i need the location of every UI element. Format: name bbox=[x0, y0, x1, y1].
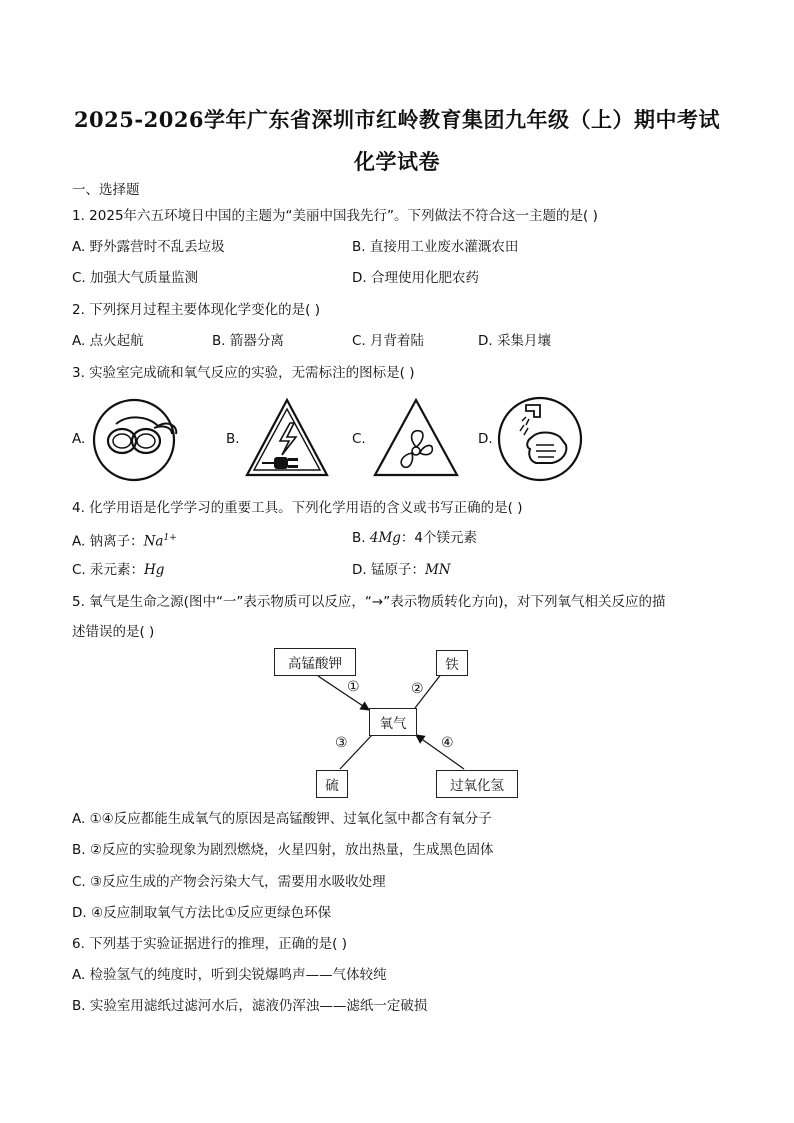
question-1-option-b[interactable]: B. 直接用工业废水灌溉农田 bbox=[352, 239, 519, 255]
reaction-3-label: ③ bbox=[335, 735, 348, 751]
reaction-2-label: ② bbox=[411, 681, 424, 697]
question-5-option-d[interactable]: D. ④反应制取氧气方法比①反应更绿色环保 bbox=[72, 905, 332, 921]
question-4-stem: 4. 化学用语是化学学习的重要工具。下列化学用语的含义或书写正确的是( ) bbox=[72, 500, 523, 516]
question-6-option-b[interactable]: B. 实验室用滤纸过滤河水后，滤液仍浑浊——滤纸一定破损 bbox=[72, 998, 428, 1014]
question-4-option-b-text: B. bbox=[352, 530, 370, 546]
exam-title: 2025-2026学年广东省深圳市红岭教育集团九年级（上）期中考试 bbox=[73, 107, 721, 132]
sulfur-box: 硫 bbox=[316, 770, 348, 798]
electric-hazard-icon bbox=[244, 397, 330, 479]
question-1-option-c[interactable]: C. 加强大气质量监测 bbox=[72, 270, 199, 286]
question-4-option-a-charge: 1+ bbox=[163, 533, 177, 543]
question-2-option-b[interactable]: B. 箭器分离 bbox=[212, 333, 284, 349]
question-3-option-a-label[interactable]: A. bbox=[72, 431, 86, 447]
iron-box: 铁 bbox=[436, 650, 468, 676]
question-4-option-c[interactable] bbox=[72, 561, 164, 579]
h2o2-box: 过氧化氢 bbox=[436, 770, 518, 798]
question-4-option-a-text: A. 钠离子： bbox=[72, 533, 144, 550]
question-3-option-c-label[interactable]: C. bbox=[352, 431, 366, 447]
question-4-option-c-text: C. 汞元素： bbox=[72, 562, 145, 578]
ventilation-fan-icon bbox=[372, 397, 460, 479]
question-4-option-a[interactable] bbox=[72, 529, 177, 551]
question-4-option-d-formula: MN bbox=[424, 562, 451, 578]
question-4-option-c-formula: Hg bbox=[144, 562, 165, 578]
question-6-stem: 6. 下列基于实验证据进行的推理，正确的是( ) bbox=[72, 936, 347, 952]
question-5-option-b[interactable]: B. ②反应的实验现象为剧烈燃烧，火星四射，放出热量，生成黑色固体 bbox=[72, 842, 494, 858]
question-5-stem-line1: 5. 氧气是生命之源(图中“一”表示物质可以反应，“→”表示物质转化方向)，对下列氧气相关反应的描 bbox=[72, 594, 666, 610]
question-2-option-c[interactable]: C. 月背着陆 bbox=[352, 333, 425, 349]
reaction-1-label: ① bbox=[347, 679, 360, 695]
question-2-option-d[interactable]: D. 采集月壤 bbox=[478, 333, 551, 349]
section-label: 一、选择题 bbox=[72, 182, 140, 198]
question-5-option-a[interactable]: A. ①④反应都能生成氧气的原因是高锰酸钾、过氧化氢中都含有氧分子 bbox=[72, 811, 492, 827]
question-3-stem: 3. 实验室完成硫和氧气反应的实验，无需标注的图标是( ) bbox=[72, 365, 415, 381]
question-1-stem: 1. 2025年六五环境日中国的主题为“美丽中国我先行”。下列做法不符合这一主题的是( ) bbox=[72, 208, 598, 224]
exam-subtitle: 化学试卷 bbox=[354, 149, 440, 174]
question-3-option-b-label[interactable]: B. bbox=[226, 431, 240, 447]
question-4-option-d-text: D. 锰原子： bbox=[352, 562, 425, 578]
question-4-option-a-formula: Na bbox=[143, 533, 164, 550]
question-2-stem: 2. 下列探月过程主要体现化学变化的是( ) bbox=[72, 302, 320, 318]
question-5-option-c[interactable]: C. ③反应生成的产物会污染大气，需要用水吸收处理 bbox=[72, 874, 386, 890]
question-5-stem-line2: 述错误的是( ) bbox=[72, 624, 155, 640]
kmno4-box: 高锰酸钾 bbox=[274, 648, 356, 676]
reaction-4-label: ④ bbox=[441, 735, 454, 751]
question-4-option-b-meaning: ：4个镁元素 bbox=[400, 530, 478, 546]
question-4-option-b[interactable] bbox=[352, 529, 477, 547]
question-6-option-a[interactable]: A. 检验氢气的纯度时，听到尖锐爆鸣声——气体较纯 bbox=[72, 967, 387, 983]
oxygen-box: 氧气 bbox=[369, 708, 417, 736]
question-1-option-a[interactable]: A. 野外露营时不乱丢垃圾 bbox=[72, 239, 225, 255]
hand-washing-icon bbox=[496, 395, 584, 483]
question-4-option-b-formula: 4Mg bbox=[369, 530, 401, 546]
question-2-option-a[interactable]: A. 点火起航 bbox=[72, 333, 144, 349]
question-4-option-d[interactable] bbox=[352, 561, 451, 579]
question-3-option-d-label[interactable]: D. bbox=[478, 431, 493, 447]
question-1-option-d[interactable]: D. 合理使用化肥农药 bbox=[352, 270, 479, 286]
goggles-icon bbox=[88, 396, 184, 484]
